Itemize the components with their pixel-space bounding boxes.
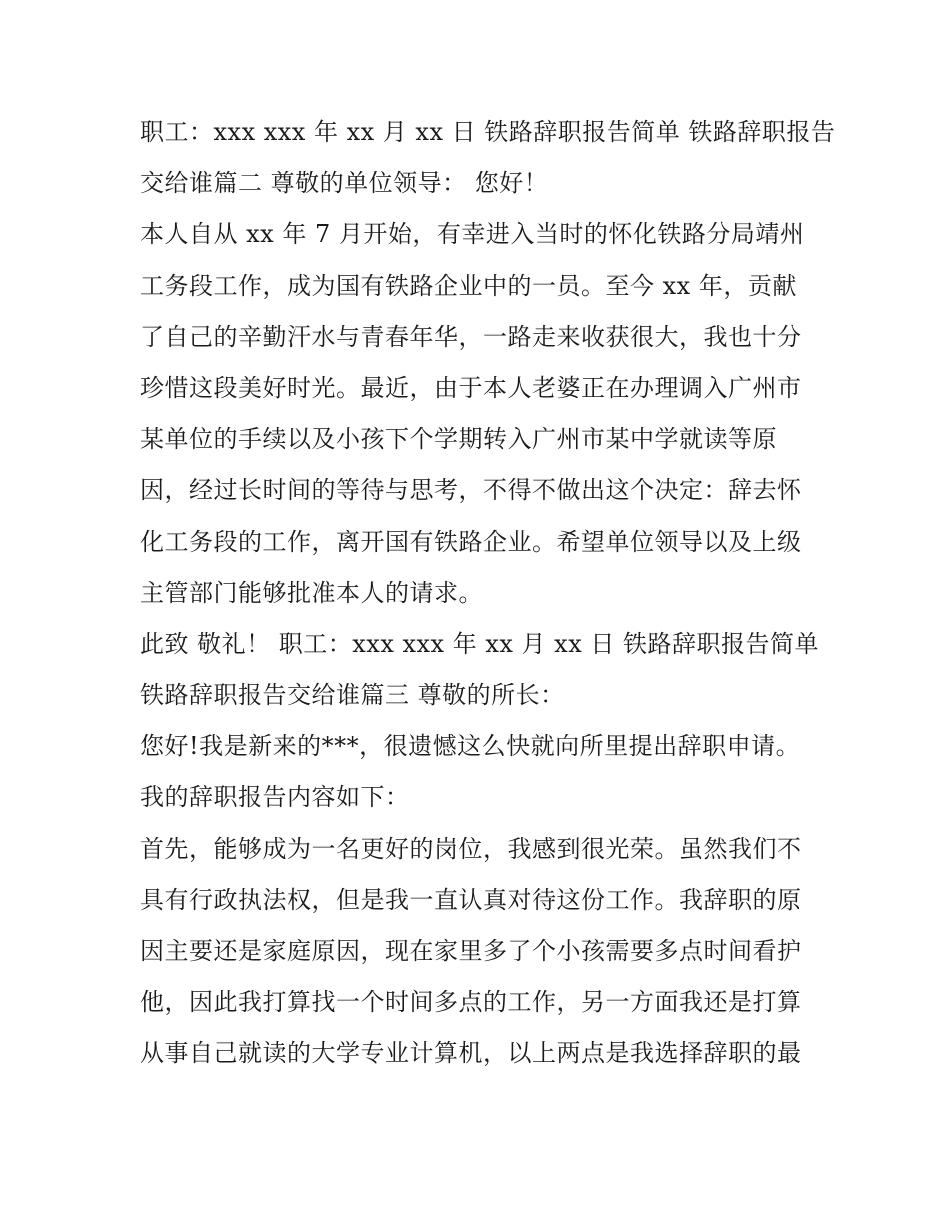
text-line: 主管部门能够批准本人的请求。 <box>140 578 483 607</box>
text-line: 化工务段的工作，离开国有铁路企业。希望单位领导以及上级 <box>140 527 802 556</box>
paragraph-header-2 <box>140 619 820 721</box>
text-line: 铁路辞职报告交给谁篇三 尊敬的所长： <box>140 681 565 710</box>
text-line: 具有行政执法权，但是我一直认真对待这份工作。我辞职的原 <box>140 885 802 914</box>
text-line: 他，因此我打算找一个时间多点的工作，另一方面我还是打算 <box>140 988 802 1017</box>
text-line: 了自己的辛勤汗水与青春年华，一路走来收获很大，我也十分 <box>140 322 802 351</box>
text-line: 您好!我是新来的***，很遗憾这么快就向所里提出辞职申请。 <box>140 732 801 761</box>
text-line: 本人自从 xx 年 7 月开始，有幸进入当时的怀化铁路分局靖州 <box>140 220 805 249</box>
text-line: 此致 敬礼！ 职工：xxx xxx 年 xx 月 xx 日 铁路辞职报告简单 <box>140 629 820 658</box>
text-line: 某单位的手续以及小孩下个学期转入广州市某中学就读等原 <box>140 425 777 454</box>
text-line: 首先，能够成为一名更好的岗位，我感到很光荣。虽然我们不 <box>140 834 802 863</box>
paragraph-body-2 <box>140 824 820 1080</box>
document-body <box>140 107 836 1080</box>
text-line: 交给谁篇二 尊敬的单位领导： 您好！ <box>140 169 549 198</box>
paragraph-greeting <box>140 721 820 772</box>
text-line: 从事自己就读的大学专业计算机，以上两点是我选择辞职的最 <box>140 1039 802 1068</box>
text-line: 我的辞职报告内容如下： <box>140 783 410 812</box>
text-line: 珍惜这段美好时光。最近，由于本人老婆正在办理调入广州市 <box>140 373 802 402</box>
text-line: 因主要还是家庭原因，现在家里多了个小孩需要多点时间看护 <box>140 937 802 965</box>
text-line: 职工：xxx xxx 年 xx 月 xx 日 铁路辞职报告简单 铁路辞职报告 <box>140 118 836 146</box>
paragraph-body-1 <box>140 209 820 619</box>
text-line: 因，经过长时间的等待与思考，不得不做出这个决定：辞去怀 <box>140 476 802 505</box>
text-line: 工务段工作，成为国有铁路企业中的一员。至今 xx 年，贡献 <box>140 271 797 300</box>
paragraph-intro <box>140 772 820 823</box>
paragraph-header-1 <box>140 107 836 209</box>
